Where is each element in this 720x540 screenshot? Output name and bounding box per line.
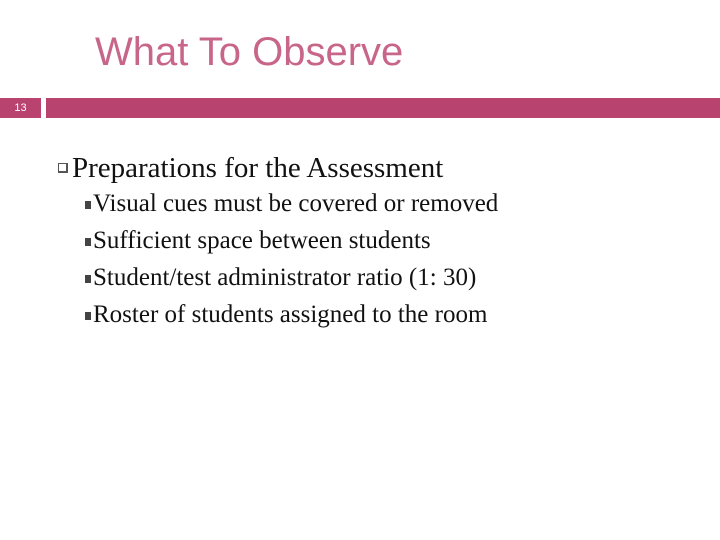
sub-bullet-list	[58, 186, 698, 334]
list-item	[58, 223, 698, 260]
list-item	[58, 186, 698, 223]
list-item-text: Roster of students assigned to the room	[93, 301, 488, 328]
list-item-text: Visual cues must be covered or removed	[93, 190, 499, 217]
bullet-heading-text: Preparations for the Assessment	[72, 152, 444, 184]
slide-number: 13	[0, 98, 41, 118]
bullet-heading	[58, 150, 698, 186]
filled-square-bullet-icon	[85, 238, 91, 246]
slide-title: What To Observe	[95, 30, 404, 74]
list-item	[58, 297, 698, 334]
hollow-square-bullet-icon	[58, 163, 68, 173]
list-item	[58, 260, 698, 297]
list-item-text: Student/test administrator ratio (1: 30)	[93, 264, 477, 291]
filled-square-bullet-icon	[85, 312, 91, 320]
filled-square-bullet-icon	[85, 275, 91, 283]
filled-square-bullet-icon	[85, 201, 91, 209]
title-accent-bar	[46, 98, 720, 118]
list-item-text: Sufficient space between students	[93, 227, 431, 254]
slide-body	[58, 150, 698, 334]
